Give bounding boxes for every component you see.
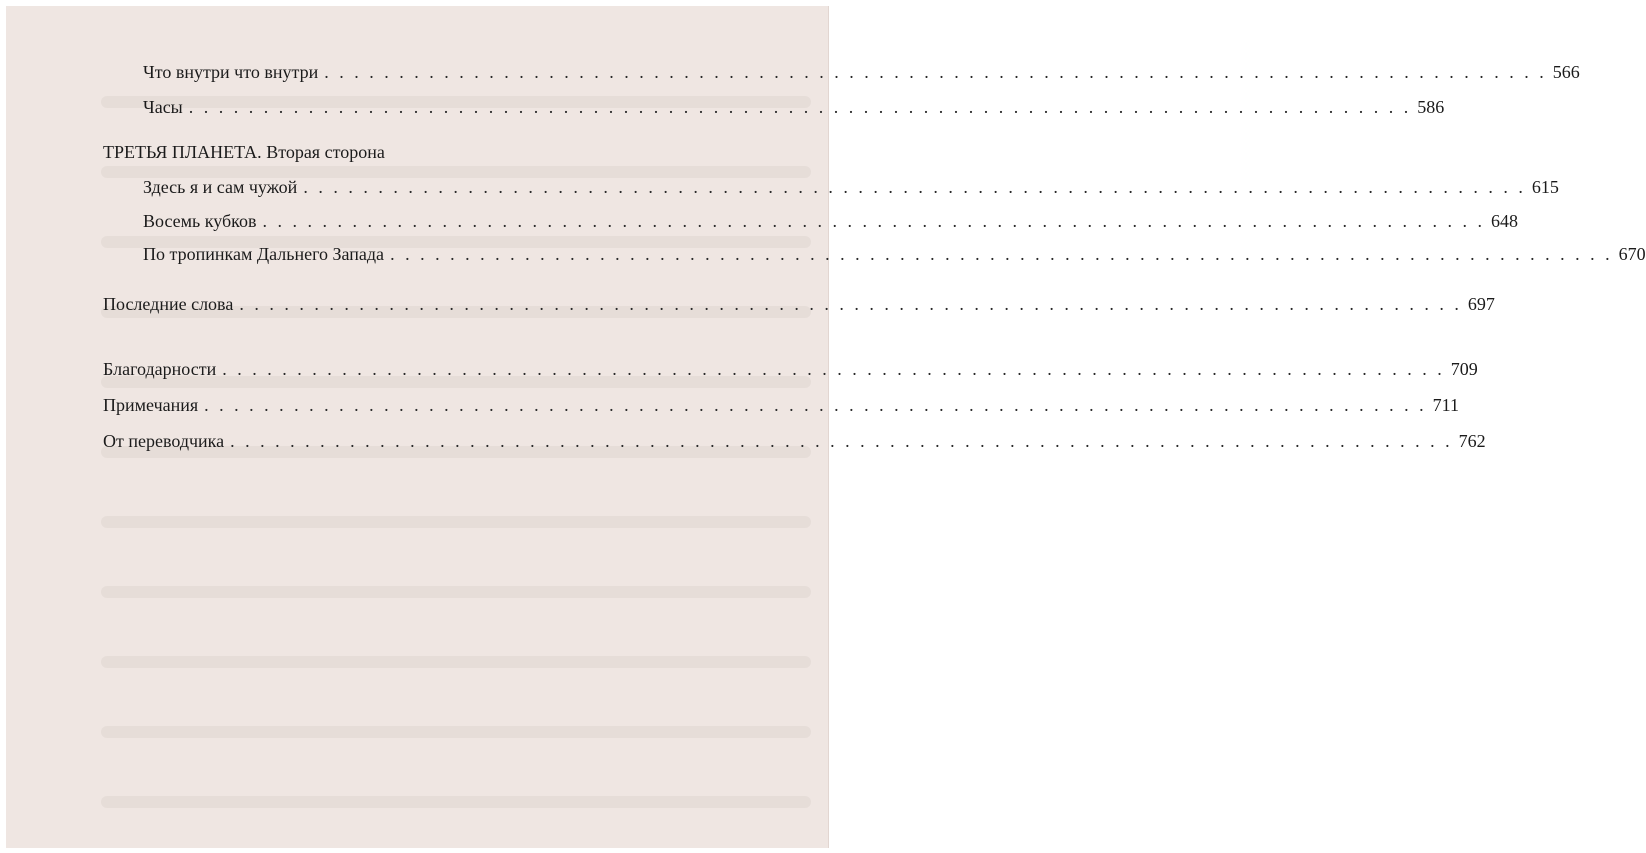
toc-entry-title: Благодарности [103, 359, 217, 379]
toc-page-number: 615 [1531, 177, 1559, 197]
toc-page-number: 586 [1417, 97, 1445, 117]
show-through-line [101, 656, 811, 668]
toc-page-number: 670 [1618, 244, 1646, 264]
toc-entry [143, 96, 1445, 118]
toc-entry-title: Восемь кубков [143, 211, 257, 231]
toc-leader-dots: . . . . . . . . . . . . . . . . . . . . . . . . . . . . . . . . . . . . . . . . . . . . . . . . . . . . . . . . . . . . . . . . . . . . . . . . . . . . . . . . . . [204, 395, 1427, 415]
toc-leader-dots: . . . . . . . . . . . . . . . . . . . . . . . . . . . . . . . . . . . . . . . . . . . . . . . . . . . . . . . . . . . . . . . . . . . . . . . . . . . . . . . . . . [390, 244, 1613, 264]
toc-entry-title: По тропинкам Дальнего Запада [143, 244, 385, 264]
toc-entry [143, 61, 1580, 83]
toc-page-number: 566 [1552, 62, 1580, 82]
show-through-line [101, 796, 811, 808]
show-through-line [101, 516, 811, 528]
toc-entry-title: От переводчика [103, 431, 225, 451]
toc-page-number: 762 [1458, 431, 1486, 451]
book-page [6, 6, 1646, 848]
toc-leader-dots: . . . . . . . . . . . . . . . . . . . . . . . . . . . . . . . . . . . . . . . . . . . . . . . . . . . . . . . . . . . . . . . . . . . . . . . . . . . . . . . . . . [324, 62, 1547, 82]
section-heading [103, 141, 385, 163]
toc-page-number: 709 [1450, 359, 1478, 379]
section-heading-caps: ТРЕТЬЯ ПЛАНЕТА. [103, 142, 262, 162]
toc-entry [143, 176, 1559, 198]
toc-entry [103, 394, 1459, 416]
toc-entry-title: Часы [143, 97, 183, 117]
show-through-line [101, 586, 811, 598]
toc-leader-dots: . . . . . . . . . . . . . . . . . . . . . . . . . . . . . . . . . . . . . . . . . . . . . . . . . . . . . . . . . . . . . . . . . . . . . . . . . . . . . . . . . . [239, 294, 1462, 314]
toc-leader-dots: . . . . . . . . . . . . . . . . . . . . . . . . . . . . . . . . . . . . . . . . . . . . . . . . . . . . . . . . . . . . . . . . . . . . . . . . . . . . . . . . . . [188, 97, 1412, 117]
toc-leader-dots: . . . . . . . . . . . . . . . . . . . . . . . . . . . . . . . . . . . . . . . . . . . . . . . . . . . . . . . . . . . . . . . . . . . . . . . . . . . . . . . . . . [230, 431, 1453, 451]
toc-entry [143, 243, 1646, 265]
toc-page-number: 697 [1467, 294, 1495, 314]
show-through-line [101, 726, 811, 738]
toc-page-number: 648 [1491, 211, 1518, 231]
toc-entry [103, 430, 1486, 452]
toc-entry-title: Что внутри что внутри [143, 62, 319, 82]
toc-entry-title: Последние слова [103, 294, 234, 314]
toc-entry-title: Здесь я и сам чужой [143, 177, 298, 197]
toc-entry [103, 293, 1495, 315]
toc-entry [103, 358, 1478, 380]
toc-page-number: 711 [1432, 395, 1459, 415]
toc-entry [143, 210, 1518, 232]
toc-leader-dots: . . . . . . . . . . . . . . . . . . . . . . . . . . . . . . . . . . . . . . . . . . . . . . . . . . . . . . . . . . . . . . . . . . . . . . . . . . . . . . . . . . [222, 359, 1445, 379]
toc-leader-dots: . . . . . . . . . . . . . . . . . . . . . . . . . . . . . . . . . . . . . . . . . . . . . . . . . . . . . . . . . . . . . . . . . . . . . . . . . . . . . . . . . . [303, 177, 1526, 197]
toc-leader-dots: . . . . . . . . . . . . . . . . . . . . . . . . . . . . . . . . . . . . . . . . . . . . . . . . . . . . . . . . . . . . . . . . . . . . . . . . . . . . . . . . . . [262, 211, 1485, 231]
toc-entry-title: Примечания [103, 395, 199, 415]
section-heading-subtitle: Вторая сторона [266, 142, 385, 162]
